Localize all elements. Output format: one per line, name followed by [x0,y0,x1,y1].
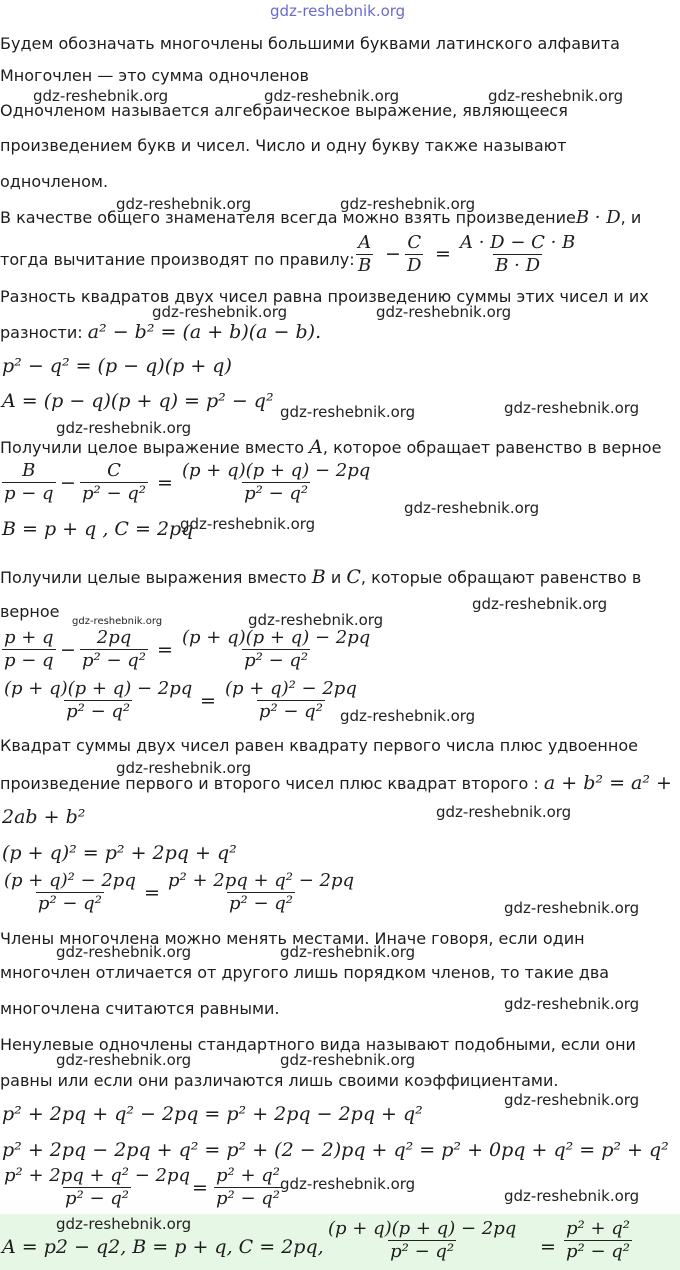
watermark: gdz-reshebnik.org [56,1215,192,1233]
minus-sign: − [60,472,76,494]
numerator: C [107,460,121,481]
paragraph-reorder-line2: многочлен отличается от другого лишь порядком членов, то такие два [0,963,610,982]
denominator: B · D [495,255,541,276]
watermark: gdz-reshebnik.org [72,616,163,627]
fraction-r2-2 [80,460,148,505]
answer-values: A = p2 − q2, B = p + q, C = 2pq, [2,1236,324,1258]
numerator: A [358,232,372,253]
numerator: p² + q² [566,1218,631,1239]
numerator: p² + 2pq + q² − 2pq [4,1165,191,1186]
paragraph-difference-of-squares: Разность квадратов двух чисел равна произведению суммы этих чисел и их [0,287,649,306]
paragraph-monomial-line3: одночленом. [0,172,109,191]
watermark: gdz-reshebnik.org [280,1051,416,1069]
watermark-top: gdz-reshebnik.org [270,2,406,20]
watermark: gdz-reshebnik.org [504,995,640,1013]
paragraph-correct-word: верное [0,602,60,621]
watermark: gdz-reshebnik.org [116,759,252,777]
watermark: gdz-reshebnik.org [280,403,416,421]
equals-sign: = [157,639,173,661]
equals-sign: = [200,690,216,712]
minus-sign: − [385,243,401,265]
equation-p-q-squares: p² − q² = (p − q)(p + q) [2,355,232,377]
denominator: p − q [4,650,54,671]
watermark: gdz-reshebnik.org [56,1051,192,1069]
watermark: gdz-reshebnik.org [488,87,624,105]
fraction-r6-2 [214,1165,282,1210]
denominator: p² − q² [82,483,147,504]
watermark: gdz-reshebnik.org [504,1091,640,1109]
watermark: gdz-reshebnik.org [264,87,400,105]
numerator: (p + q)² − 2pq [225,678,357,699]
paragraph-polynomial-definition: Многочлен — это сумма одночленов [0,66,309,85]
common-denominator-text: В качестве общего знаменателя всегда можно взять произведение [0,208,576,227]
paragraph-integer-expression-A [0,436,661,458]
numerator: 2pq [96,627,132,648]
fraction-r6-1 [2,1165,192,1210]
square-of-sum-math: a + b² = a² + [543,772,672,794]
watermark: gdz-reshebnik.org [116,195,252,213]
denominator: p² − q² [244,650,309,671]
fraction-r2-3 [180,460,372,505]
watermark: gdz-reshebnik.org [504,899,640,917]
denominator: p² − q² [390,1241,455,1262]
integer-expressions-end: , которые обращают равенство в [360,568,642,587]
equation-A-value: A = (p − q)(p + q) = p² − q² [2,390,274,412]
watermark: gdz-reshebnik.org [340,707,476,725]
denominator: p² − q² [65,1188,130,1209]
denominator: p² − q² [229,893,294,914]
integer-expressions-var-b: B [311,566,326,588]
watermark: gdz-reshebnik.org [504,399,640,417]
watermark: gdz-reshebnik.org [152,303,288,321]
equals-sign: = [144,882,160,904]
fraction-r3-3 [180,627,372,672]
equation-combine-terms: p² + 2pq − 2pq + q² = p² + (2 − 2)pq + q² = p² + 0pq + q² = p² + q² [2,1139,669,1161]
paragraph-square-of-sum-line1: Квадрат суммы двух чисел равен квадрату первого числа плюс удвоенное [0,736,638,755]
watermark: gdz-reshebnik.org [376,303,512,321]
difference-formula-math: a² − b² = (a + b)(a − b). [87,321,322,343]
paragraph-polynomial-notation: Будем обозначать многочлены большими буквами латинского алфавита [0,34,620,53]
watermark: gdz-reshebnik.org [436,803,572,821]
fraction-r5-1 [2,870,138,915]
equation-square-of-sum-end: 2ab + b² [2,806,86,828]
minus-sign: − [60,639,76,661]
paragraph-monomial-line2: произведением букв и чисел. Число и одну букву также называют [0,136,567,155]
watermark: gdz-reshebnik.org [472,595,608,613]
denominator: p² − q² [37,893,102,914]
integer-expression-end: , которое обращает равенство в верное [322,438,662,457]
numerator: p² + q² [216,1165,281,1186]
fraction-answer-2 [564,1218,632,1263]
equation-B-C-values: B = p + q , C = 2pq [2,518,194,540]
watermark: gdz-reshebnik.org [340,195,476,213]
common-denominator-end: , и [620,208,642,227]
fraction-r3-1 [2,627,56,672]
equals-sign: = [540,1236,556,1258]
denominator: p² − q² [216,1188,281,1209]
numerator: (p + q)(p + q) − 2pq [182,627,371,648]
numerator: C [407,232,422,253]
numerator: (p + q)² − 2pq [4,870,136,891]
denominator: p² − q² [566,1241,631,1262]
paragraph-reorder-line1: Члены многочлена можно менять местами. Иначе говоря, если один [0,929,585,948]
integer-expression-text: Получили целое выражение вместо [0,438,305,457]
watermark: gdz-reshebnik.org [248,611,384,629]
fraction-r3-2 [80,627,148,672]
difference-formula-label: разности: [0,323,83,342]
common-denominator-math: B · D [575,207,621,228]
paragraph-similar-terms-line2: равны или если они различаются лишь своими коэффициентами. [0,1071,559,1090]
fraction-rule-3 [458,232,577,277]
fraction-r4-1 [2,678,194,723]
integer-expression-var: A [309,436,323,458]
denominator: p − q [4,483,54,504]
numerator: p + q [4,627,54,648]
fraction-rule-2 [405,232,423,277]
denominator: p² − q² [258,701,323,722]
numerator: A · D − C · B [460,232,576,253]
square-of-sum-text: произведение первого и второго чисел плюс квадрат второго : [0,774,539,793]
denominator: p² − q² [244,483,309,504]
paragraph-difference-formula [0,321,321,343]
denominator: D [407,255,422,276]
watermark: gdz-reshebnik.org [404,499,540,517]
denominator: B [358,255,372,276]
paragraph-common-denominator [0,207,641,229]
watermark: gdz-reshebnik.org [56,943,192,961]
denominator: p² − q² [82,650,147,671]
fraction-r4-2 [223,678,359,723]
equation-reorder-terms: p² + 2pq + q² − 2pq = p² + 2pq − 2pq + q² [2,1103,423,1125]
watermark: gdz-reshebnik.org [280,1175,416,1193]
equation-p-plus-q-squared: (p + q)² = p² + 2pq + q² [2,842,237,864]
numerator: (p + q)(p + q) − 2pq [182,460,371,481]
integer-expressions-var-c: C [346,566,361,588]
paragraph-monomial-line1: Одночленом называется алгебраическое выражение, являющееся [0,101,568,120]
numerator: p² + 2pq + q² − 2pq [168,870,355,891]
denominator: p² − q² [66,701,131,722]
paragraph-reorder-line3: многочлена считаются равными. [0,999,280,1018]
integer-expressions-and: и [325,568,347,587]
watermark: gdz-reshebnik.org [56,419,192,437]
fraction-answer-1 [326,1218,518,1263]
paragraph-square-of-sum-line2 [0,772,672,794]
watermark: gdz-reshebnik.org [33,87,169,105]
equals-sign: = [157,472,173,494]
integer-expressions-text: Получили целые выражения вместо [0,568,307,587]
paragraph-similar-terms-line1: Ненулевые одночлены стандартного вида называют подобными, если они [0,1035,636,1054]
watermark: gdz-reshebnik.org [280,943,416,961]
fraction-r2-1 [2,460,56,505]
numerator: B [22,460,36,481]
numerator: (p + q)(p + q) − 2pq [328,1218,517,1239]
paragraph-subtraction-rule: тогда вычитание производят по правилу: [0,250,355,269]
equals-sign: = [435,243,451,265]
paragraph-integer-expressions-B-C [0,566,641,588]
equals-sign: = [192,1177,208,1199]
numerator: (p + q)(p + q) − 2pq [4,678,193,699]
watermark: gdz-reshebnik.org [504,1187,640,1205]
fraction-rule-1 [356,232,373,277]
fraction-r5-2 [166,870,356,915]
watermark: gdz-reshebnik.org [180,515,316,533]
